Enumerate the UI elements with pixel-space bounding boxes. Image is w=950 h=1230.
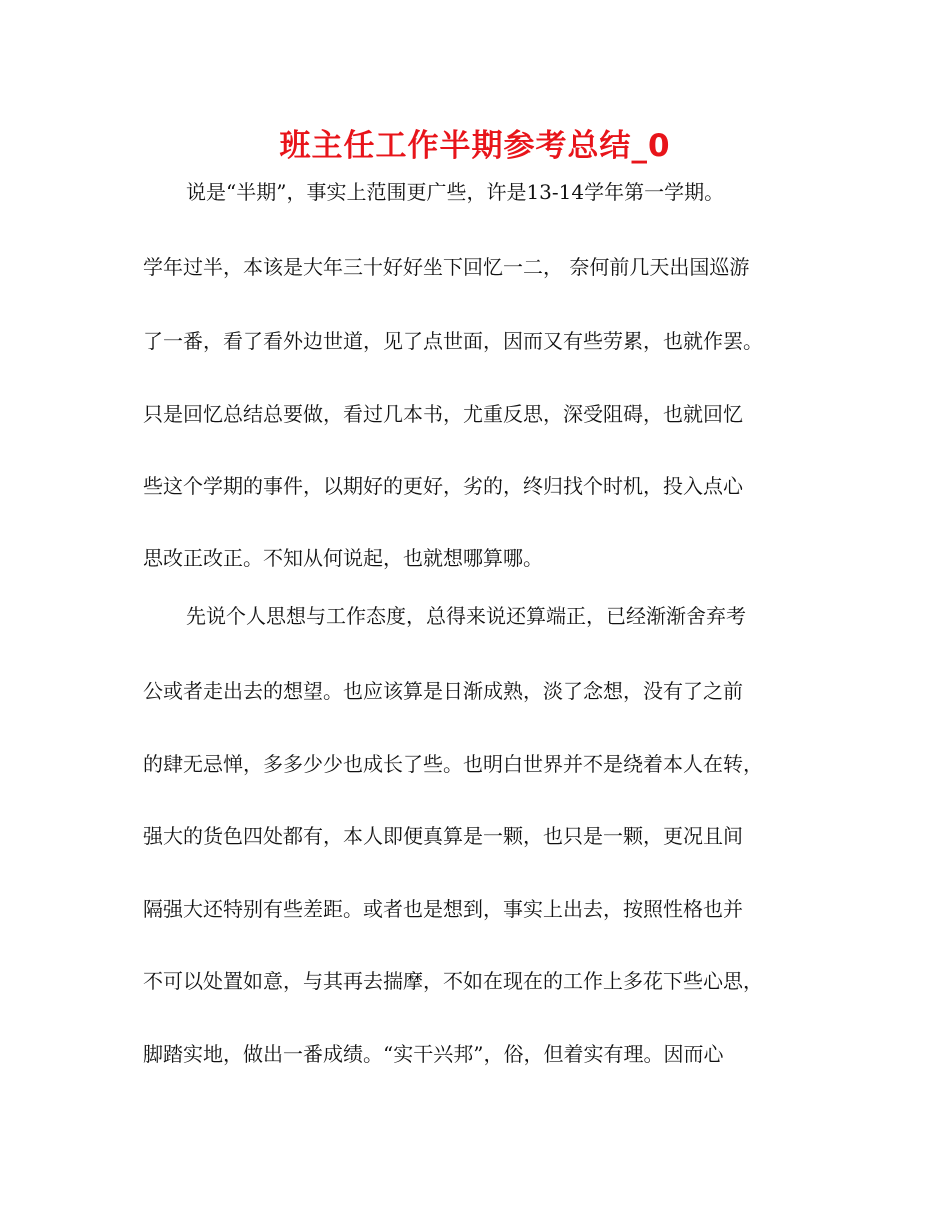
paragraph-line: 公或者走出去的想望。也应该算是日渐成熟，淡了念想，没有了之前 [143, 679, 743, 703]
paragraph-line: 先说个人思想与工作态度，总得来说还算端正，已经渐渐舍弃考 [186, 604, 746, 628]
paragraph-line: 些这个学期的事件，以期好的更好，劣的，终归找个时机，投入点心 [143, 474, 743, 498]
paragraph-line: 思改正改正。不知从何说起，也就想哪算哪。 [143, 546, 543, 570]
document-title: 班主任工作半期参考总结_0 [279, 128, 671, 164]
paragraph-line: 隔强大还特别有些差距。或者也是想到，事实上出去，按照性格也并 [143, 897, 743, 921]
paragraph-line: 说是“半期”，事实上范围更广些，许是13-14学年第一学期。 [186, 180, 725, 204]
paragraph-line: 只是回忆总结总要做，看过几本书，尤重反思，深受阻碍，也就回忆 [143, 402, 743, 426]
paragraph-line: 脚踏实地，做出一番成绩。“实干兴邦”，俗，但着实有理。因而心 [143, 1042, 724, 1066]
paragraph-line: 学年过半，本该是大年三十好好坐下回忆一二， 奈何前几天出国巡游 [143, 255, 750, 279]
paragraph-line: 不可以处置如意，与其再去揣摩，不如在现在的工作上多花下些心思， [143, 969, 763, 993]
paragraph-line: 的肆无忌惮，多多少少也成长了些。也明白世界并不是绕着本人在转， [143, 752, 763, 776]
paragraph-line: 强大的货色四处都有，本人即便真算是一颗，也只是一颗，更况且间 [143, 824, 743, 848]
paragraph-line: 了一番，看了看外边世道，见了点世面，因而又有些劳累，也就作罢。 [143, 329, 763, 353]
